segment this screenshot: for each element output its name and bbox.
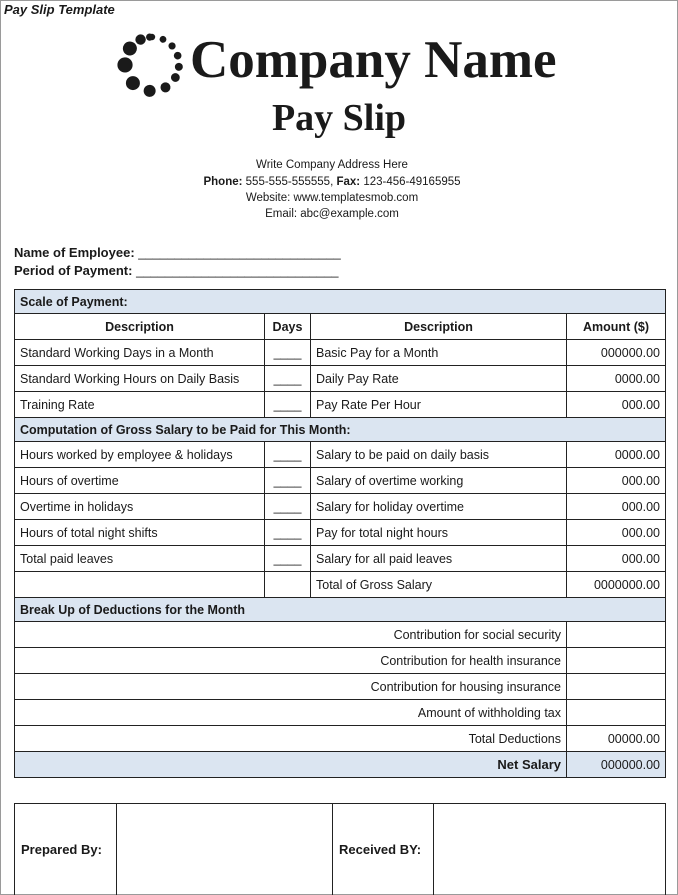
cell-days[interactable]: ____ — [265, 442, 311, 468]
deduction-label: Contribution for health insurance — [15, 648, 567, 674]
gross-salary-title: Computation of Gross Salary to be Paid for This Month: — [15, 418, 666, 442]
section-header — [15, 418, 666, 442]
company-logo-icon — [116, 28, 188, 100]
phone-value: 555-555-555555, — [245, 176, 334, 188]
cell-description: Daily Pay Rate — [311, 366, 567, 392]
net-salary-value[interactable]: 000000.00 — [567, 752, 666, 778]
cell-description: Salary of overtime working — [311, 468, 567, 494]
cell-description: Pay Rate Per Hour — [311, 392, 567, 418]
table-row — [15, 520, 666, 546]
scale-of-payment-title: Scale of Payment: — [15, 290, 666, 314]
pay-table — [14, 289, 666, 778]
cell-description: Hours of overtime — [15, 468, 265, 494]
deduction-amount[interactable] — [567, 622, 666, 648]
table-row — [15, 726, 666, 752]
net-salary-label: Net Salary — [15, 752, 567, 778]
table-row — [15, 366, 666, 392]
column-header: Days — [265, 314, 311, 340]
prepared-by-label: Prepared By: — [15, 804, 117, 895]
deduction-label: Total Deductions — [15, 726, 567, 752]
table-row — [15, 494, 666, 520]
payment-period-label: Period of Payment: — [14, 263, 133, 278]
table-row — [15, 442, 666, 468]
deduction-label: Contribution for housing insurance — [15, 674, 567, 700]
cell-days[interactable]: ____ — [265, 494, 311, 520]
table-row — [15, 340, 666, 366]
cell-description: Salary for all paid leaves — [311, 546, 567, 572]
cell-amount[interactable]: 000.00 — [567, 546, 666, 572]
table-row — [15, 392, 666, 418]
cell-description: Salary to be paid on daily basis — [311, 442, 567, 468]
employee-name-line — [14, 244, 341, 261]
section-header — [15, 290, 666, 314]
cell-description: Salary for holiday overtime — [311, 494, 567, 520]
cell-days[interactable]: ____ — [265, 546, 311, 572]
cell-amount[interactable]: 000.00 — [567, 520, 666, 546]
fax-label: Fax: — [336, 176, 361, 188]
company-address: Write Company Address Here — [256, 159, 408, 171]
gross-total-label: Total of Gross Salary — [311, 572, 567, 598]
table-row — [15, 546, 666, 572]
gross-total-value[interactable]: 0000000.00 — [567, 572, 666, 598]
cell-description: Standard Working Hours on Daily Basis — [15, 366, 265, 392]
company-email: Email: abc@example.com — [265, 208, 399, 220]
cell-days[interactable]: ____ — [265, 366, 311, 392]
deductions-title: Break Up of Deductions for the Month — [15, 598, 666, 622]
cell-amount[interactable]: 0000.00 — [567, 366, 666, 392]
cell-days[interactable]: ____ — [265, 392, 311, 418]
cell-description: Total paid leaves — [15, 546, 265, 572]
contact-phone-fax — [0, 174, 664, 190]
cell-days[interactable]: ____ — [265, 340, 311, 366]
deduction-amount[interactable] — [567, 648, 666, 674]
deduction-amount[interactable] — [567, 674, 666, 700]
table-row — [15, 622, 666, 648]
received-by-label: Received BY: — [333, 804, 434, 895]
table-row — [15, 468, 666, 494]
deduction-amount[interactable] — [567, 700, 666, 726]
deduction-amount[interactable]: 00000.00 — [567, 726, 666, 752]
deduction-label: Amount of withholding tax — [15, 700, 567, 726]
company-name: Company Name — [190, 31, 557, 89]
deduction-label: Contribution for social security — [15, 622, 567, 648]
table-row — [15, 700, 666, 726]
table-row — [15, 674, 666, 700]
empty-cell — [15, 572, 265, 598]
cell-amount[interactable]: 000.00 — [567, 392, 666, 418]
fax-value: 123-456-49165955 — [363, 176, 461, 188]
phone-label: Phone: — [203, 176, 243, 188]
table-row — [15, 648, 666, 674]
payment-period-field[interactable]: ____________________________ — [136, 263, 339, 278]
cell-description: Basic Pay for a Month — [311, 340, 567, 366]
cell-description: Hours worked by employee & holidays — [15, 442, 265, 468]
signature-table — [14, 803, 666, 895]
table-header-row — [15, 314, 666, 340]
cell-description: Overtime in holidays — [15, 494, 265, 520]
cell-description: Standard Working Days in a Month — [15, 340, 265, 366]
prepared-by-signature-field[interactable] — [117, 804, 333, 895]
cell-amount[interactable]: 0000.00 — [567, 442, 666, 468]
received-by-signature-field[interactable] — [434, 804, 666, 895]
cell-description: Training Rate — [15, 392, 265, 418]
net-salary-row — [15, 752, 666, 778]
page-title: Pay Slip — [271, 97, 407, 139]
cell-days[interactable]: ____ — [265, 468, 311, 494]
company-website: Website: www.templatesmob.com — [245, 192, 419, 204]
cell-amount[interactable]: 000.00 — [567, 494, 666, 520]
column-header: Description — [15, 314, 265, 340]
cell-description: Pay for total night hours — [311, 520, 567, 546]
cell-amount[interactable]: 000.00 — [567, 468, 666, 494]
cell-days[interactable]: ____ — [265, 520, 311, 546]
document-label: Pay Slip Template — [4, 2, 115, 17]
column-header: Amount ($) — [567, 314, 666, 340]
empty-cell — [265, 572, 311, 598]
payment-period-line — [14, 262, 339, 279]
gross-total-row — [15, 572, 666, 598]
employee-name-field[interactable]: ____________________________ — [138, 245, 341, 260]
cell-description: Hours of total night shifts — [15, 520, 265, 546]
column-header: Description — [311, 314, 567, 340]
section-header — [15, 598, 666, 622]
cell-amount[interactable]: 000000.00 — [567, 340, 666, 366]
employee-name-label: Name of Employee: — [14, 245, 135, 260]
